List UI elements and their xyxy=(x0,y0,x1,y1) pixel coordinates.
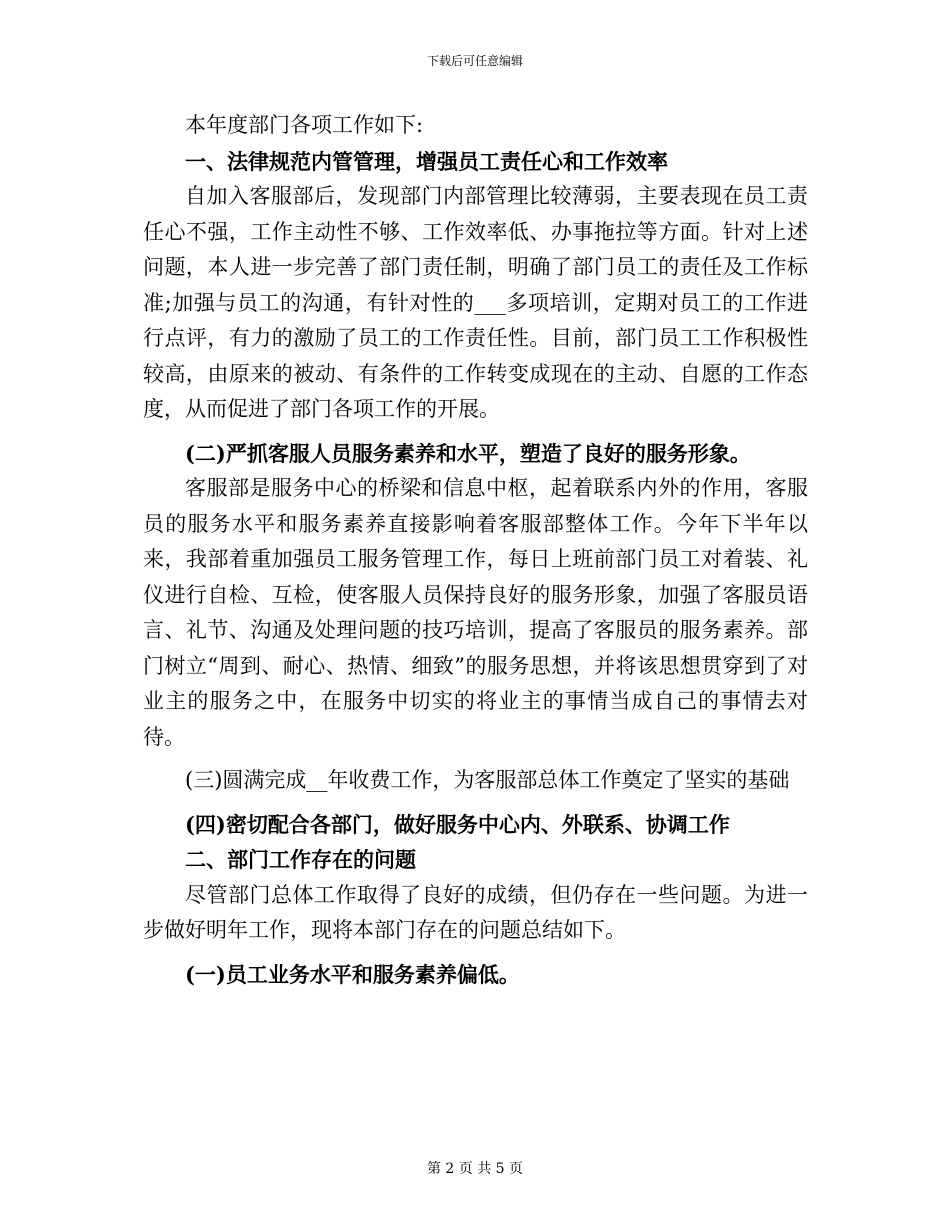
section-3-paragraph: (三)圆满完成__年收费工作，为客服部总体工作奠定了坚实的基础 xyxy=(185,768,790,792)
section-4-title: (四)密切配合各部门，做好服务中心内、外联系、协调工作 xyxy=(185,811,730,837)
section-1-title: 一、法律规范内管管理，增强员工责任心和工作效率 xyxy=(185,148,668,174)
document-body xyxy=(143,108,808,992)
part-2-subsection-1-title: (一)员工业务水平和服务素养偏低。 xyxy=(185,961,520,987)
intro-line: 本年度部门各项工作如下: xyxy=(185,113,424,137)
part-2-paragraph: 尽管部门总体工作取得了良好的成绩，但仍存在一些问题。为进一步做好明年工作，现将本部门存在的问题总结如下。 xyxy=(143,882,808,942)
page-number: 第 2 页 共 5 页 xyxy=(426,1161,524,1177)
page-header-note: 下载后可任意编辑 xyxy=(426,54,523,68)
part-2-title: 二、部门工作存在的问题 xyxy=(185,847,416,872)
section-1-paragraph: 自加入客服部后，发现部门内部管理比较薄弱，主要表现在员工责任心不强，工作主动性不够、工作效率低、办事拖拉等方面。针对上述问题，本人进一步完善了部门责任制，明确了部门员工的责任及工作标准;加强与员工的沟通，有针对性的___多项培训，定期对员工的工作进行点评，有力的激励了员工的工作责任性。目前，部门员工工作积极性较高，由原来的被动、有条件的工作转变成现在的主动、自愿的工作态度，从而促进了部门各项工作的开展。 xyxy=(143,184,808,421)
section-2-paragraph: 客服部是服务中心的桥梁和信息中枢，起着联系内外的作用，客服员的服务水平和服务素养直接影响着客服部整体工作。今年下半年以来，我部着重加强员工服务管理工作，每日上班前部门员工对着装、礼仪进行自检、互检，使客服人员保持良好的服务形象，加强了客服员语言、礼节、沟通及处理问题的技巧培训，提高了客服员的服务素养。部门树立“周到、耐心、热情、细致”的服务思想，并将该思想贯穿到了对业主的服务之中，在服务中切实的将业主的事情当成自己的事情去对待。 xyxy=(143,476,808,749)
section-2-title: (二)严抓客服人员服务素养和水平，塑造了良好的服务形象。 xyxy=(185,440,751,466)
